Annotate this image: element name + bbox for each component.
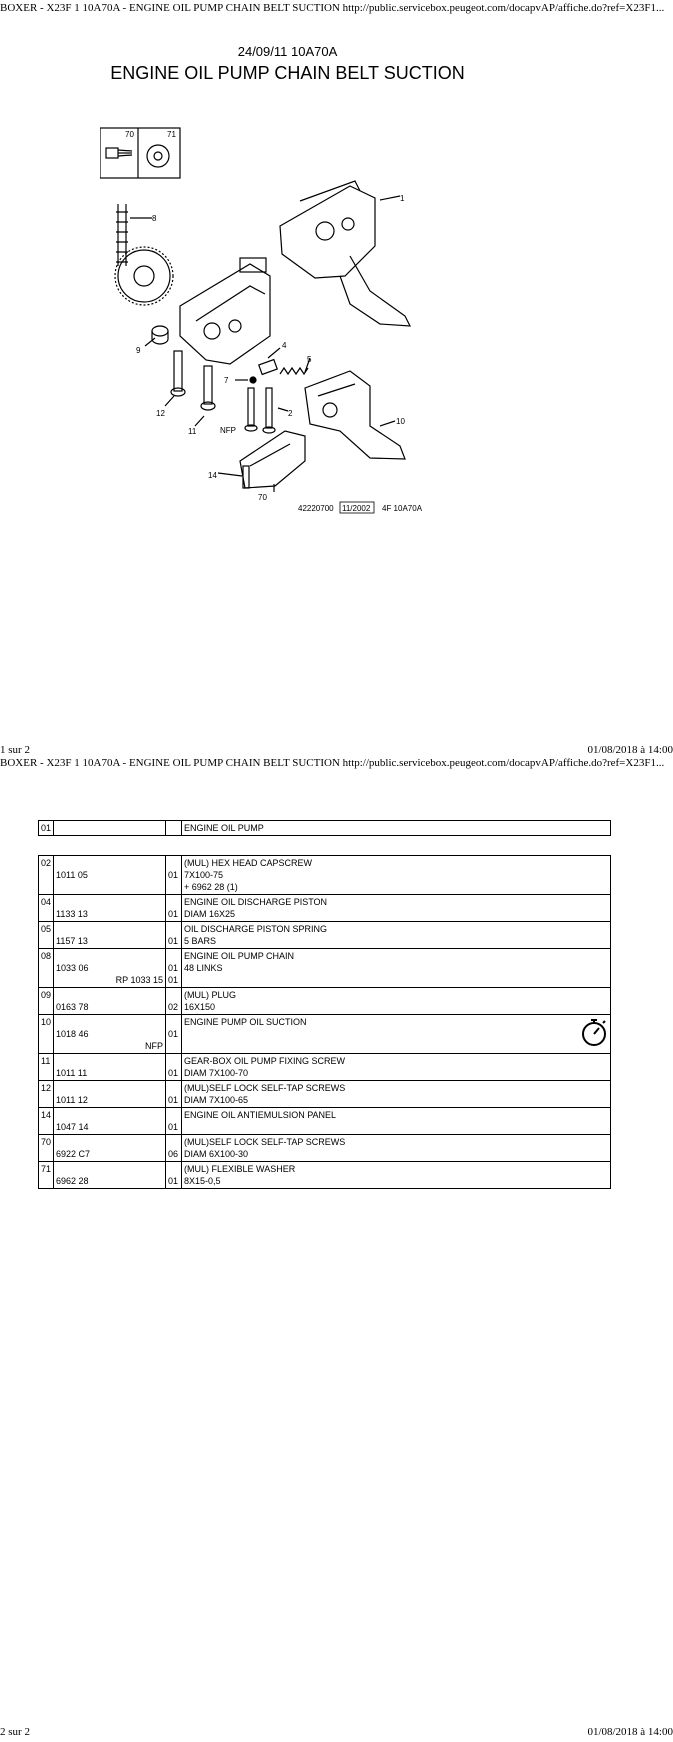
part-ref: 14 — [39, 1108, 54, 1135]
part-number: 0163 78 — [56, 1002, 89, 1012]
callout-70: 70 — [258, 493, 267, 502]
header-label: ENGINE OIL PUMP — [182, 821, 611, 836]
part-qty: 01 — [168, 1122, 179, 1132]
part-detail: DIAM 7X100-70 — [184, 1068, 249, 1078]
part-description: GEAR-BOX OIL PUMP FIXING SCREW — [184, 1056, 346, 1066]
callout-12: 12 — [156, 409, 165, 418]
part-qty: 01 — [168, 1068, 179, 1078]
part-description: (MUL) HEX HEAD CAPSCREW — [184, 858, 313, 868]
part-description: OIL DISCHARGE PISTON SPRING — [184, 924, 328, 934]
part-description: ENGINE OIL PUMP CHAIN — [184, 951, 295, 961]
part-detail — [184, 1121, 608, 1133]
table-row — [39, 988, 611, 1015]
callout-nfp: NFP — [220, 426, 236, 435]
part-number: 1047 14 — [56, 1122, 89, 1132]
callout-14: 14 — [208, 471, 217, 480]
callout-2: 2 — [288, 409, 293, 418]
table-row — [39, 949, 611, 988]
inset-label-71: 71 — [167, 130, 176, 139]
part-ref: 02 — [39, 856, 54, 895]
part-detail: DIAM 7X100-65 — [184, 1095, 249, 1105]
callout-10: 10 — [396, 417, 405, 426]
part-qty-alt: 01 — [168, 975, 179, 985]
header-ref: 01 — [39, 821, 54, 836]
inset-label-70: 70 — [125, 130, 134, 139]
table-row — [39, 856, 611, 895]
diagram-ref-code: 4F 10A70A — [382, 504, 423, 513]
part-ref: 09 — [39, 988, 54, 1015]
table-row — [39, 1054, 611, 1081]
part-detail: 7X100-75 — [184, 870, 224, 880]
page-footer-left-2: 2 sur 2 — [0, 1726, 30, 1738]
callout-5: 5 — [307, 355, 312, 364]
callout-4: 4 — [282, 341, 287, 350]
part-description: ENGINE PUMP OIL SUCTION — [184, 1017, 307, 1027]
part-description: (MUL) FLEXIBLE WASHER — [184, 1164, 296, 1174]
part-number: 1133 13 — [56, 909, 88, 919]
part-detail: 48 LINKS — [184, 963, 223, 973]
part-description: (MUL)SELF LOCK SELF-TAP SCREWS — [184, 1083, 346, 1093]
part-ref: 11 — [39, 1054, 54, 1081]
callout-7: 7 — [224, 376, 229, 385]
part-ref: 04 — [39, 895, 54, 922]
part-detail: DIAM 6X100-30 — [184, 1149, 249, 1159]
exploded-parts-diagram — [100, 126, 480, 576]
page-header-2: BOXER - X23F 1 10A70A - ENGINE OIL PUMP CHAIN BELT SUCTION http://public.servicebox.peugeot.com/docapvAP/affiche.do?ref=X23F1... — [0, 757, 665, 769]
part-number: 1011 11 — [56, 1068, 88, 1078]
part-ref: 10 — [39, 1015, 54, 1054]
part-detail: 8X15-0,5 — [184, 1176, 221, 1186]
part-description: ENGINE OIL ANTIEMULSION PANEL — [184, 1110, 337, 1120]
part-qty: 01 — [168, 909, 179, 919]
parts-table — [38, 855, 611, 1189]
part-qty: 01 — [168, 1095, 179, 1105]
part-detail: 16X150 — [184, 1002, 216, 1012]
part-ref: 70 — [39, 1135, 54, 1162]
part-qty: 01 — [168, 963, 179, 973]
part-number: 1011 12 — [56, 1095, 88, 1105]
part-qty: 01 — [168, 936, 179, 946]
part-ref: 08 — [39, 949, 54, 988]
page-footer-right-2: 01/08/2018 à 14:00 — [587, 1726, 673, 1738]
table-row — [39, 922, 611, 949]
part-ref: 05 — [39, 922, 54, 949]
part-qty: 02 — [168, 1002, 179, 1012]
table-row — [39, 1135, 611, 1162]
page-header: BOXER - X23F 1 10A70A - ENGINE OIL PUMP CHAIN BELT SUCTION http://public.servicebox.peugeot.com/docapvAP/affiche.do?ref=X23F1... — [0, 2, 665, 14]
part-description: (MUL)SELF LOCK SELF-TAP SCREWS — [184, 1137, 346, 1147]
table-row — [39, 1162, 611, 1189]
callout-1: 1 — [400, 194, 405, 203]
part-number: 1011 05 — [56, 870, 88, 880]
part-detail: + 6962 28 (1) — [184, 882, 238, 892]
diagram-ref: 42220700 — [298, 504, 334, 513]
part-description: ENGINE OIL DISCHARGE PISTON — [184, 897, 328, 907]
part-number: 6962 28 — [56, 1176, 89, 1186]
part-detail: DIAM 16X25 — [184, 909, 236, 919]
part-sub-ref: NFP — [145, 1041, 164, 1051]
table-row — [39, 895, 611, 922]
part-qty: 01 — [168, 1176, 179, 1186]
table-row — [39, 1081, 611, 1108]
part-qty: 06 — [168, 1149, 179, 1159]
page-footer-left: 1 sur 2 — [0, 744, 30, 756]
part-detail: 5 BARS — [184, 936, 217, 946]
page-footer-right: 01/08/2018 à 14:00 — [587, 744, 673, 756]
part-qty: 01 — [168, 870, 179, 880]
part-number: 1018 46 — [56, 1029, 89, 1039]
part-qty: 01 — [168, 1029, 179, 1039]
part-number: 1033 06 — [56, 963, 89, 973]
callout-11: 11 — [188, 427, 197, 436]
page-title: ENGINE OIL PUMP CHAIN BELT SUCTION — [110, 63, 465, 83]
parts-header-table — [38, 820, 611, 836]
document-date: 24/09/11 10A70A — [237, 44, 338, 59]
part-ref: 12 — [39, 1081, 54, 1108]
part-number: 1157 13 — [56, 936, 88, 946]
part-description: (MUL) PLUG — [184, 990, 237, 1000]
part-sub-ref: RP 1033 15 — [115, 975, 164, 985]
diagram-ref-date: 11/2002 — [342, 504, 371, 513]
callout-8: 8 — [152, 214, 157, 223]
part-ref: 71 — [39, 1162, 54, 1189]
callout-9: 9 — [136, 346, 141, 355]
stopwatch-icon — [580, 1017, 608, 1047]
table-row — [39, 1015, 611, 1054]
part-number: 6922 C7 — [56, 1149, 91, 1159]
table-row — [39, 1108, 611, 1135]
